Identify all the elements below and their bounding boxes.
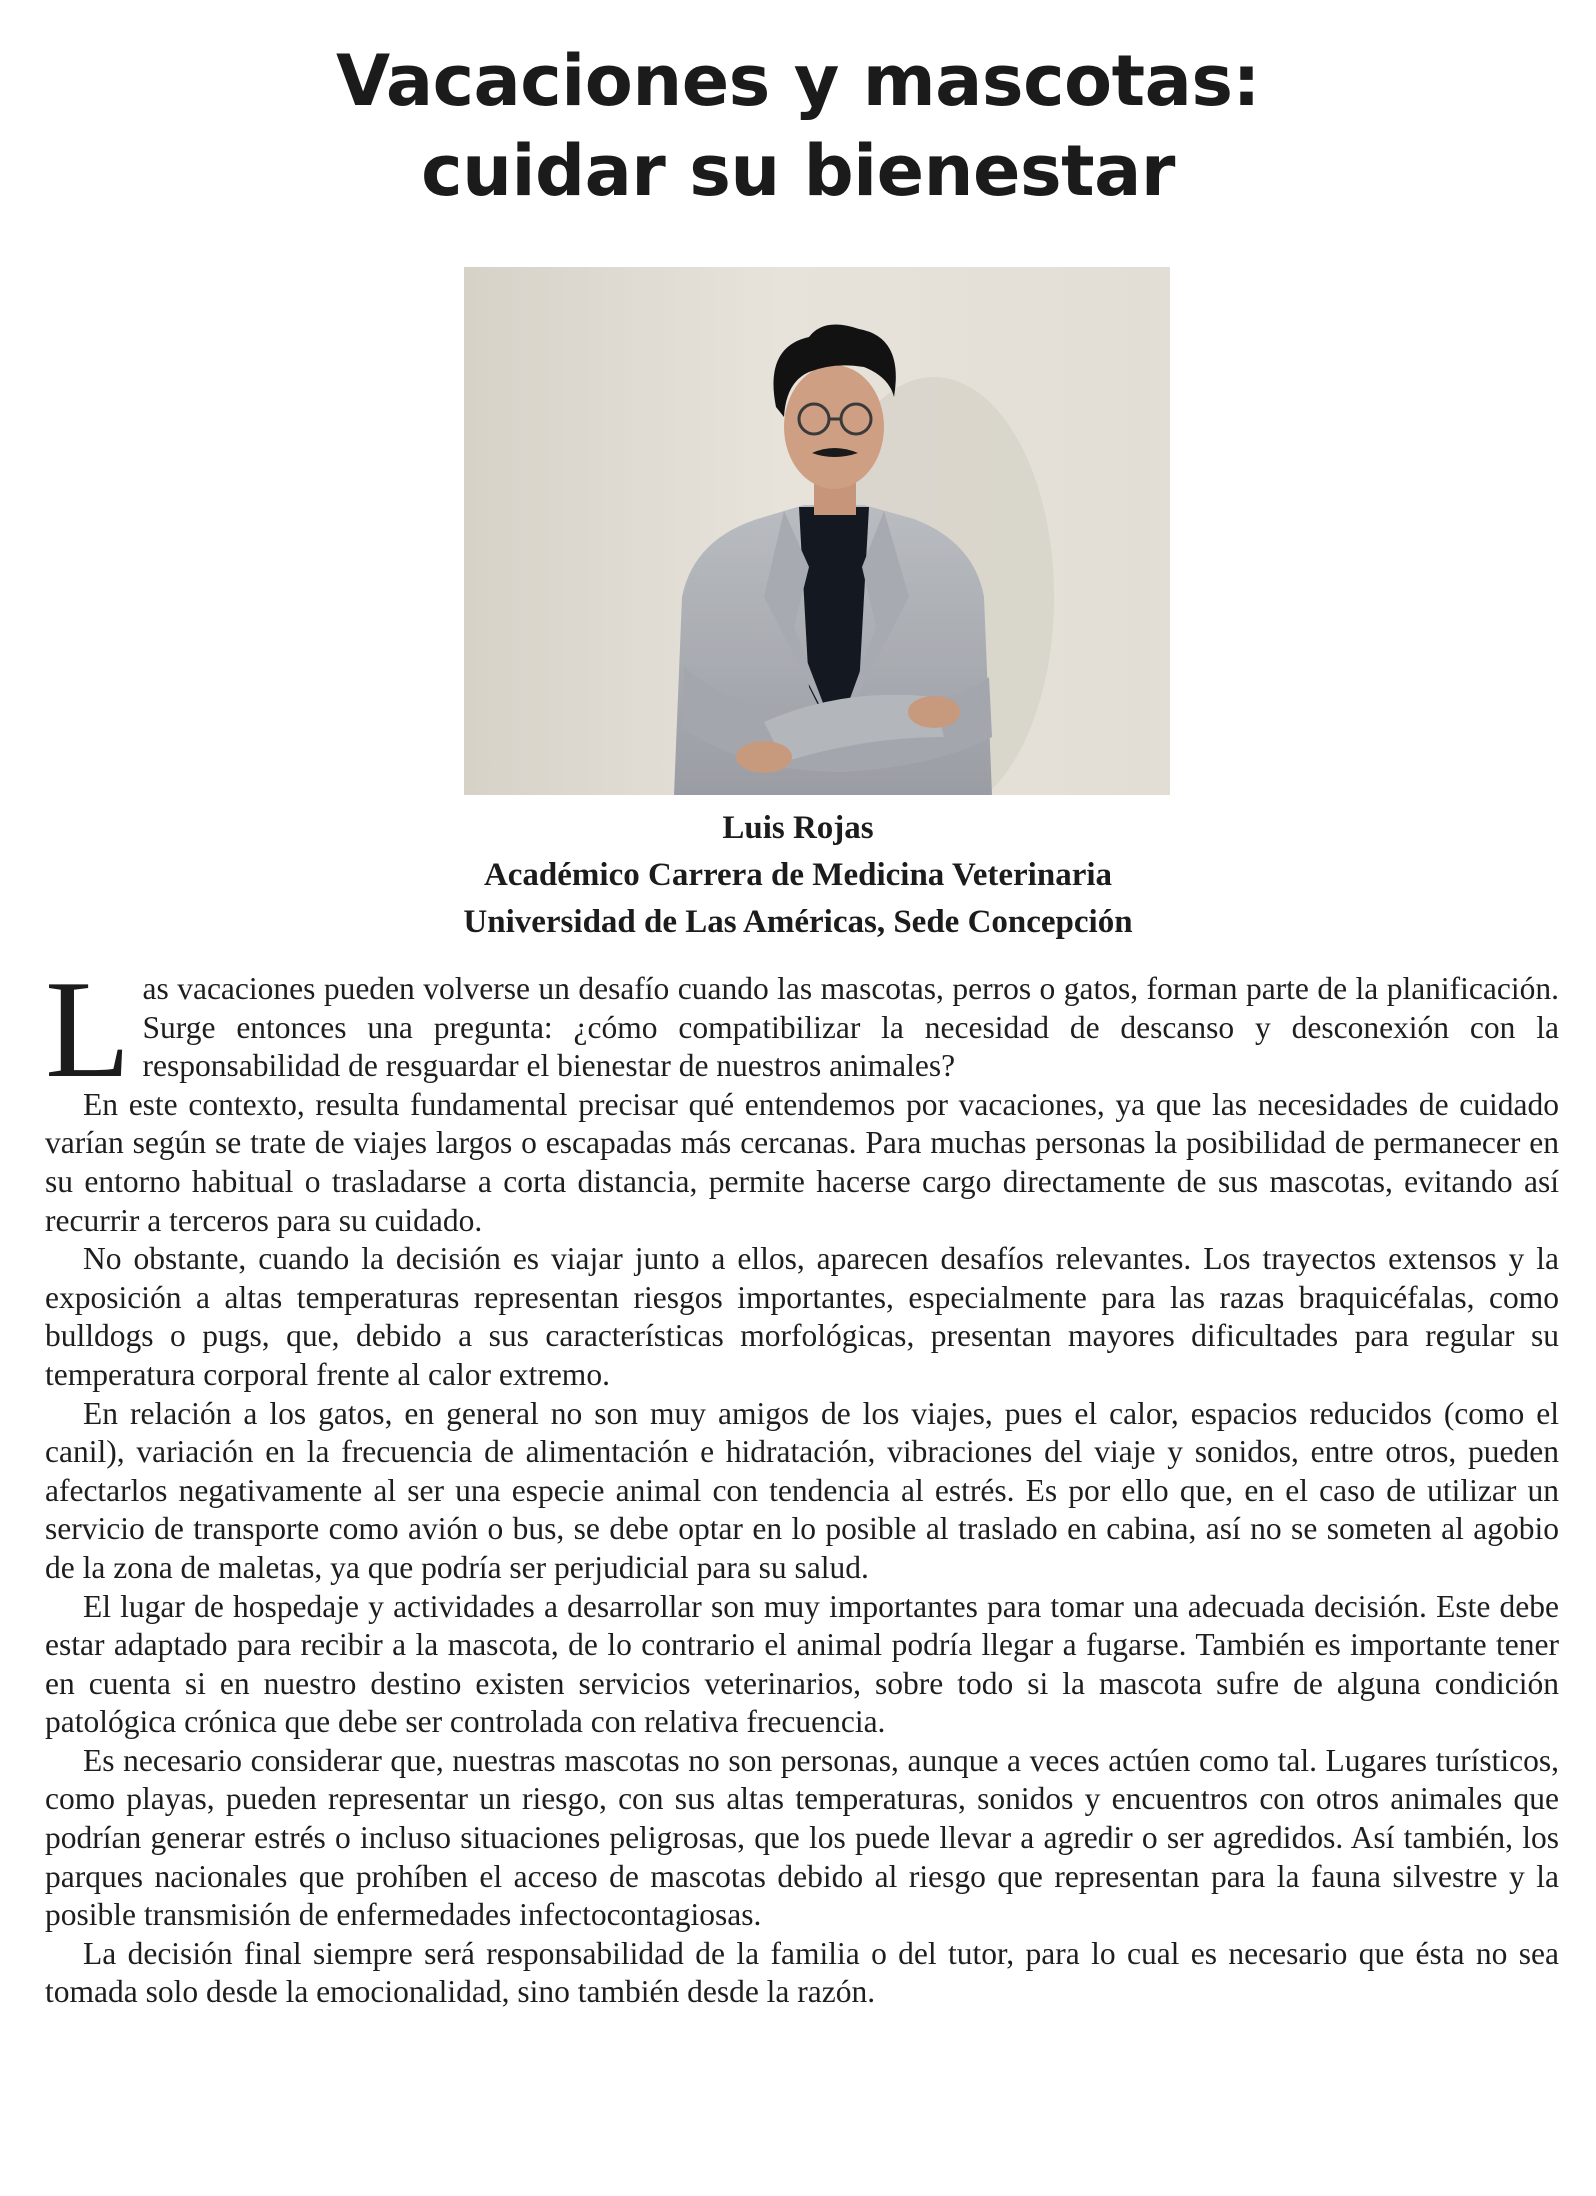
drop-cap: L [45,952,131,1107]
paragraph-1-text: as vacaciones pueden volverse un desafío cuando las mascotas, perros o gatos, forman parte de la planificación. Surge entonces una pregunta: ¿cómo compatibilizar la necesidad de descanso y desconexión con la responsabilidad de resguardar el bienestar de nuestros animales? [142,971,1559,1084]
author-role: Académico Carrera de Medicina Veterinaria [483,857,1113,893]
article-title [0,36,1596,216]
paragraph-3: No obstante, cuando la decisión es viajar junto a ellos, aparecen desafíos relevantes. Los trayectos extensos y la exposición a altas temperaturas representan riesgos importantes, especialmente para las razas braquicéfalas, como bulldogs o pugs, que, debido a sus características morfológicas, presentan mayores dificultades para regular su temperatura corporal frente al calor extremo. [45,1241,1559,1392]
paragraph-7: La decisión final siempre será responsabilidad de la familia o del tutor, para lo cual es necesario que ésta no sea tomada solo desde la emocionalidad, sino también desde la razón. [45,1935,1559,2010]
paragraph-1 [45,952,1559,1107]
article-title-line-2: cuidar su bienestar [421,130,1175,212]
article-title-line-1: Vacaciones y mascotas: [335,40,1261,122]
paragraph-5: El lugar de hospedaje y actividades a desarrollar son muy importantes para tomar una adecuada decisión. Este debe estar adaptado para recibir a la mascota, de lo contrario el animal podría llegar a fugarse. También es importante tener en cuenta si en nuestro destino existen servicios veterinarios, sobre todo si la mascota sufre de alguna condición patológica crónica que debe ser controlada con relativa frecuencia. [45,1588,1559,1740]
author-caption [0,805,1596,946]
author-portrait-illustration [464,267,1170,795]
paragraph-6: Es necesario considerar que, nuestras mascotas no son personas, aunque a veces actúen como tal. Lugares turísticos, como playas, pueden representar un riesgo, con sus altas temperaturas, sonidos y encuentros con otros animales que podrían generar estrés o incluso situaciones peligrosas, que los puede llevar a agredir o ser agredidos. Así también, los parques nacionales que prohíben el acceso de mascotas debido al riesgo que representan para la fauna silvestre y la posible transmisión de enfermedades infectocontagiosas. [45,1742,1559,1933]
author-institution: Universidad de Las Américas, Sede Concepción [463,904,1133,940]
article-body [45,952,1559,2012]
author-photo [464,267,1170,795]
paragraph-2: En este contexto, resulta fundamental precisar qué entendemos por vacaciones, ya que las necesidades de cuidado varían según se trate de viajes largos o escapadas más cercanas. Para muchas personas la posibilidad de permanecer en su entorno habitual o trasladarse a corta distancia, permite hacerse cargo directamente de sus mascotas, evitando así recurrir a terceros para su cuidado. [45,1086,1559,1238]
paragraph-4: En relación a los gatos, en general no son muy amigos de los viajes, pues el calor, espacios reducidos (como el canil), variación en la frecuencia de alimentación e hidratación, vibraciones del viaje y sonidos, entre otros, pueden afectarlos negativamente al ser una especie animal con tendencia al estrés. Es por ello que, en el caso de utilizar un servicio de transporte como avión o bus, se debe optar en lo posible al traslado en cabina, así no se someten al agobio de la zona de maletas, ya que podría ser perjudicial para su salud. [45,1395,1559,1585]
author-name: Luis Rojas [722,810,874,846]
